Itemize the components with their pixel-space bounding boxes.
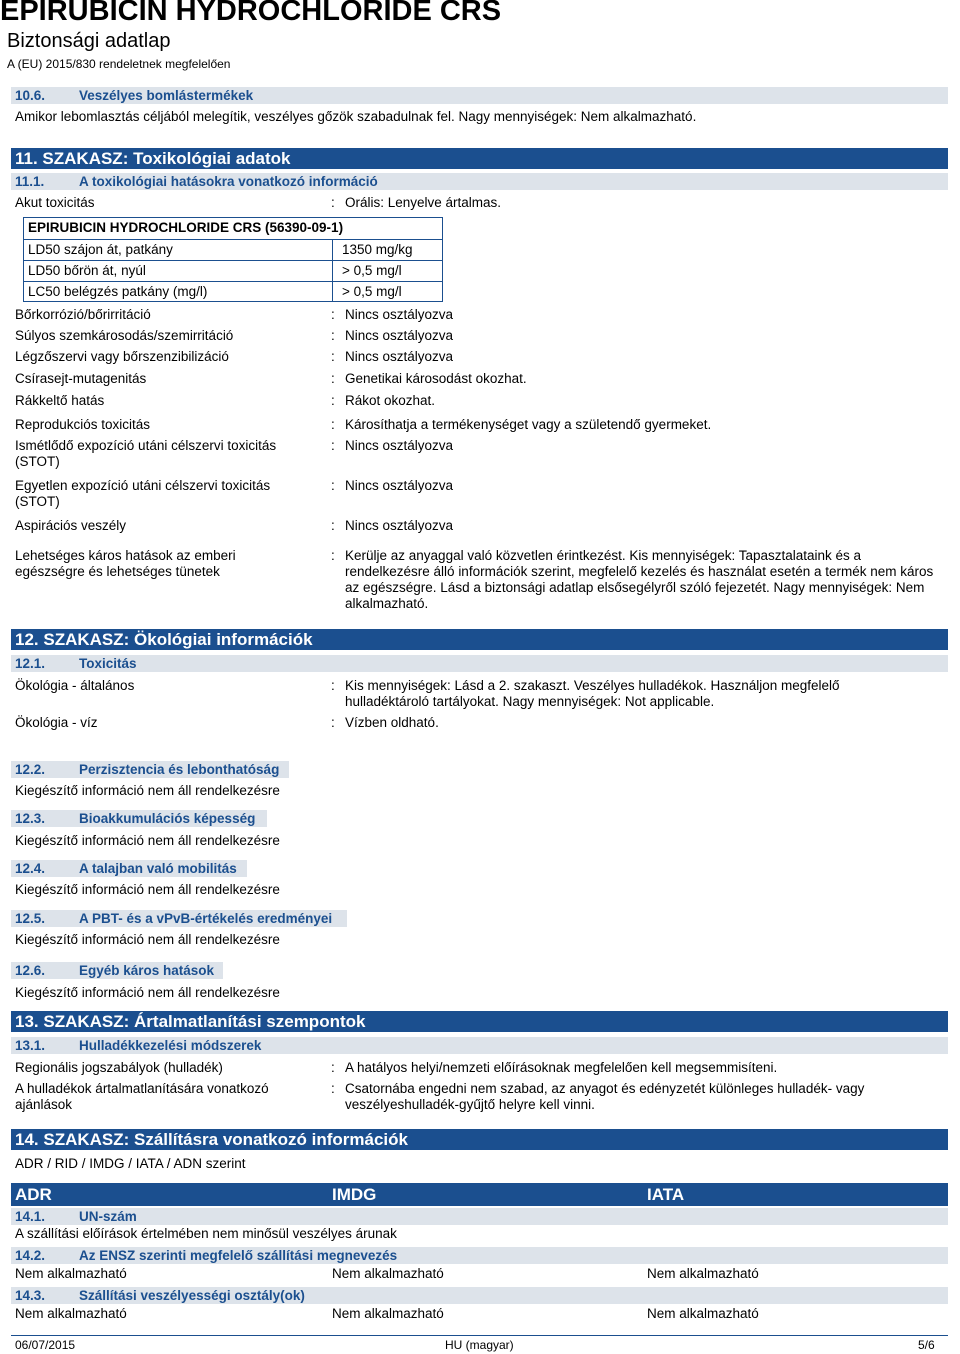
colon: : bbox=[331, 417, 335, 432]
subsection-12-4-header bbox=[11, 860, 247, 877]
section-title: 14. SZAKASZ: Szállításra vonatkozó információk bbox=[15, 1130, 408, 1149]
footer-language: HU (magyar) bbox=[445, 1338, 514, 1352]
colon: : bbox=[331, 678, 335, 693]
divider bbox=[23, 239, 443, 240]
subsection-14-1-header bbox=[11, 1208, 948, 1225]
subsection-11-1-header bbox=[11, 173, 948, 190]
column-header-iata: IATA bbox=[647, 1185, 685, 1204]
subsection-14-3-header bbox=[11, 1287, 948, 1304]
colon: : bbox=[331, 548, 335, 563]
colon: : bbox=[331, 195, 335, 210]
property-label: Lehetséges káros hatások az emberi egészségre és lehetséges tünetek bbox=[15, 548, 236, 579]
subsection-number: 14.2. bbox=[15, 1248, 46, 1263]
property-label: Aspirációs veszély bbox=[15, 518, 127, 533]
box-row-label: LD50 szájon át, patkány bbox=[28, 242, 173, 257]
colon: : bbox=[331, 393, 335, 408]
transport-table-header bbox=[11, 1183, 948, 1206]
property-value: Nincs osztályozva bbox=[345, 478, 454, 493]
ecology-water-label: Ökológia - víz bbox=[15, 715, 98, 730]
property-label: Csírasejt-mutagenitás bbox=[15, 371, 147, 386]
colon: : bbox=[331, 518, 335, 533]
section-11-header bbox=[11, 148, 948, 169]
subsection-title: Veszélyes bomlástermékek bbox=[79, 88, 254, 103]
colon: : bbox=[331, 1081, 335, 1096]
subsection-14-2-header bbox=[11, 1247, 948, 1264]
subsection-title: Hulladékkezelési módszerek bbox=[79, 1038, 262, 1053]
divider bbox=[23, 281, 443, 282]
box-row-label: LD50 bőrön át, nyúl bbox=[28, 263, 146, 278]
document-type: Biztonsági adatlap bbox=[7, 30, 171, 52]
document-title: EPIRUBICIN HYDROCHLORIDE CRS bbox=[0, 0, 502, 27]
subsection-number: 11.1. bbox=[15, 174, 45, 189]
shipping-name-imdg: Nem alkalmazható bbox=[332, 1266, 444, 1281]
subsection-12-3-header bbox=[11, 810, 267, 827]
property-value: Kerülje az anyaggal való közvetlen érintkezést. Kis mennyiségek: Tapasztalataink és a rendelkezésre álló információk szerint, megfelelő kezelés és használat esetén a termék nem káros az egészségre. Lásd a biztonsági adatlap elsősegélyről szóló fejezetét. Nagy mennyiségek: Nem alkalmazható. bbox=[345, 548, 934, 611]
subsection-number: 13.1. bbox=[15, 1038, 46, 1053]
hazard-class-adr: Nem alkalmazható bbox=[15, 1306, 127, 1321]
shipping-name-iata: Nem alkalmazható bbox=[647, 1266, 759, 1281]
property-value: Nincs osztályozva bbox=[345, 328, 454, 343]
colon: : bbox=[331, 349, 335, 364]
subsection-12-1-header bbox=[11, 655, 948, 672]
property-label: Egyetlen expozíció utáni célszervi toxicitás (STOT) bbox=[15, 478, 271, 509]
subsection-number: 12.1. bbox=[15, 656, 46, 671]
subsection-title: Egyéb káros hatások bbox=[79, 963, 215, 978]
property-value: Rákot okozhat. bbox=[345, 393, 436, 408]
subsection-number: 14.1. bbox=[15, 1209, 46, 1224]
subsection-text: Kiegészítő információ nem áll rendelkezésre bbox=[15, 833, 280, 848]
box-row-label: LC50 belégzés patkány (mg/l) bbox=[28, 284, 208, 299]
section-title: 13. SZAKASZ: Ártalmatlanítási szempontok bbox=[15, 1012, 366, 1031]
section-14-header bbox=[11, 1129, 948, 1150]
un-number-text: A szállítási előírások értelmében nem minősül veszélyes árunak bbox=[15, 1226, 397, 1241]
decomposition-text: Amikor lebomlasztás céljából melegítik, veszélyes gőzök szabadulnak fel. Nagy mennyiségek: Nem alkalmazható. bbox=[15, 109, 697, 124]
property-label: Súlyos szemkárosodás/szemirritáció bbox=[15, 328, 234, 343]
section-title: 12. SZAKASZ: Ökológiai információk bbox=[15, 630, 313, 649]
hazard-class-imdg: Nem alkalmazható bbox=[332, 1306, 444, 1321]
subsection-number: 10.6. bbox=[15, 88, 46, 103]
section-title: 11. SZAKASZ: Toxikológiai adatok bbox=[15, 149, 291, 168]
subsection-title: Toxicitás bbox=[79, 656, 137, 671]
subsection-number: 12.2. bbox=[15, 762, 46, 777]
subsection-title: Bioakkumulációs képesség bbox=[79, 811, 256, 826]
transport-intro: ADR / RID / IMDG / IATA / ADN szerint bbox=[15, 1156, 246, 1171]
subsection-text: Kiegészítő információ nem áll rendelkezésre bbox=[15, 985, 280, 1000]
waste-row-label: Regionális jogszabályok (hulladék) bbox=[15, 1060, 223, 1075]
property-label: Reprodukciós toxicitás bbox=[15, 417, 151, 432]
subsection-number: 12.5. bbox=[15, 911, 46, 926]
property-label: Bőrkorrózió/bőrirritáció bbox=[15, 307, 151, 322]
subsection-text: Kiegészítő információ nem áll rendelkezésre bbox=[15, 932, 280, 947]
waste-row-value: A hatályos helyi/nemzeti előírásoknak megfelelően kell megsemmisíteni. bbox=[345, 1060, 778, 1075]
subsection-10-6-header bbox=[11, 87, 948, 104]
subsection-text: Kiegészítő információ nem áll rendelkezésre bbox=[15, 882, 280, 897]
substance-box-title: EPIRUBICIN HYDROCHLORIDE CRS (56390-09-1) bbox=[28, 220, 344, 235]
subsection-title: A toxikológiai hatásokra vonatkozó információ bbox=[79, 174, 378, 189]
colon: : bbox=[331, 307, 335, 322]
shipping-name-adr: Nem alkalmazható bbox=[15, 1266, 127, 1281]
acute-toxicity-value: Orális: Lenyelve ártalmas. bbox=[345, 195, 502, 210]
property-value: Károsíthatja a termékenységet vagy a születendő gyermeket. bbox=[345, 417, 712, 432]
property-label: Légzőszervi vagy bőrszenzibilizáció bbox=[15, 349, 229, 364]
ecology-general-label: Ökológia - általános bbox=[15, 678, 135, 693]
subsection-number: 12.6. bbox=[15, 963, 46, 978]
subsection-number: 12.3. bbox=[15, 811, 46, 826]
subsection-12-2-header bbox=[11, 761, 289, 778]
property-value: Nincs osztályozva bbox=[345, 307, 454, 322]
property-label: Ismétlődő expozíció utáni célszervi toxicitás (STOT) bbox=[15, 438, 277, 469]
colon: : bbox=[331, 715, 335, 730]
footer-date: 06/07/2015 bbox=[15, 1338, 76, 1352]
subsection-number: 12.4. bbox=[15, 861, 46, 876]
subsection-13-1-header bbox=[11, 1037, 948, 1054]
box-row-value: 1350 mg/kg bbox=[342, 242, 413, 257]
colon: : bbox=[331, 371, 335, 386]
waste-row-value: Csatornába engedni nem szabad, az anyagot és edényzetét különleges hulladék- vagy veszélyeshulladék-gyűjtő helyre kell vinni. bbox=[345, 1081, 865, 1112]
colon: : bbox=[331, 1060, 335, 1075]
divider bbox=[23, 260, 443, 261]
colon: : bbox=[331, 438, 335, 453]
ecology-water-value: Vízben oldható. bbox=[345, 715, 439, 730]
subsection-title: Perzisztencia és lebonthatóság bbox=[79, 762, 280, 777]
property-value: Genetikai károsodást okozhat. bbox=[345, 371, 527, 386]
property-value: Nincs osztályozva bbox=[345, 438, 454, 453]
subsection-12-6-header bbox=[11, 962, 223, 979]
column-header-adr: ADR bbox=[15, 1185, 52, 1204]
colon: : bbox=[331, 328, 335, 343]
subsection-title: Szállítási veszélyességi osztály(ok) bbox=[79, 1288, 305, 1303]
property-label: Rákkeltő hatás bbox=[15, 393, 105, 408]
subsection-number: 14.3. bbox=[15, 1288, 46, 1303]
subsection-title: UN-szám bbox=[79, 1209, 137, 1224]
box-row-value: > 0,5 mg/l bbox=[342, 284, 402, 299]
footer-divider bbox=[11, 1335, 948, 1336]
property-value: Nincs osztályozva bbox=[345, 518, 454, 533]
hazard-class-iata: Nem alkalmazható bbox=[647, 1306, 759, 1321]
subsection-title: A talajban való mobilitás bbox=[79, 861, 237, 876]
footer-page-number: 5/6 bbox=[918, 1338, 935, 1352]
regulation-note: A (EU) 2015/830 rendeletnek megfelelően bbox=[7, 57, 231, 71]
section-12-header bbox=[11, 629, 948, 650]
section-13-header bbox=[11, 1011, 948, 1032]
divider bbox=[332, 239, 333, 302]
box-row-value: > 0,5 mg/l bbox=[342, 263, 402, 278]
acute-toxicity-label: Akut toxicitás bbox=[15, 195, 95, 210]
waste-row-label: A hulladékok ártalmatlanítására vonatkozó ajánlások bbox=[15, 1081, 269, 1112]
colon: : bbox=[331, 478, 335, 493]
property-value: Nincs osztályozva bbox=[345, 349, 454, 364]
subsection-title: Az ENSZ szerinti megfelelő szállítási megnevezés bbox=[79, 1248, 398, 1263]
subsection-text: Kiegészítő információ nem áll rendelkezésre bbox=[15, 783, 280, 798]
column-header-imdg: IMDG bbox=[332, 1185, 377, 1204]
subsection-12-5-header bbox=[11, 910, 347, 927]
ecology-general-value: Kis mennyiségek: Lásd a 2. szakaszt. Veszélyes hulladékok. Használjon megfelelő hulladéktároló tartályokat. Nagy mennyiségek: Not applicable. bbox=[345, 678, 840, 709]
subsection-title: A PBT- és a vPvB-értékelés eredményei bbox=[79, 911, 333, 926]
